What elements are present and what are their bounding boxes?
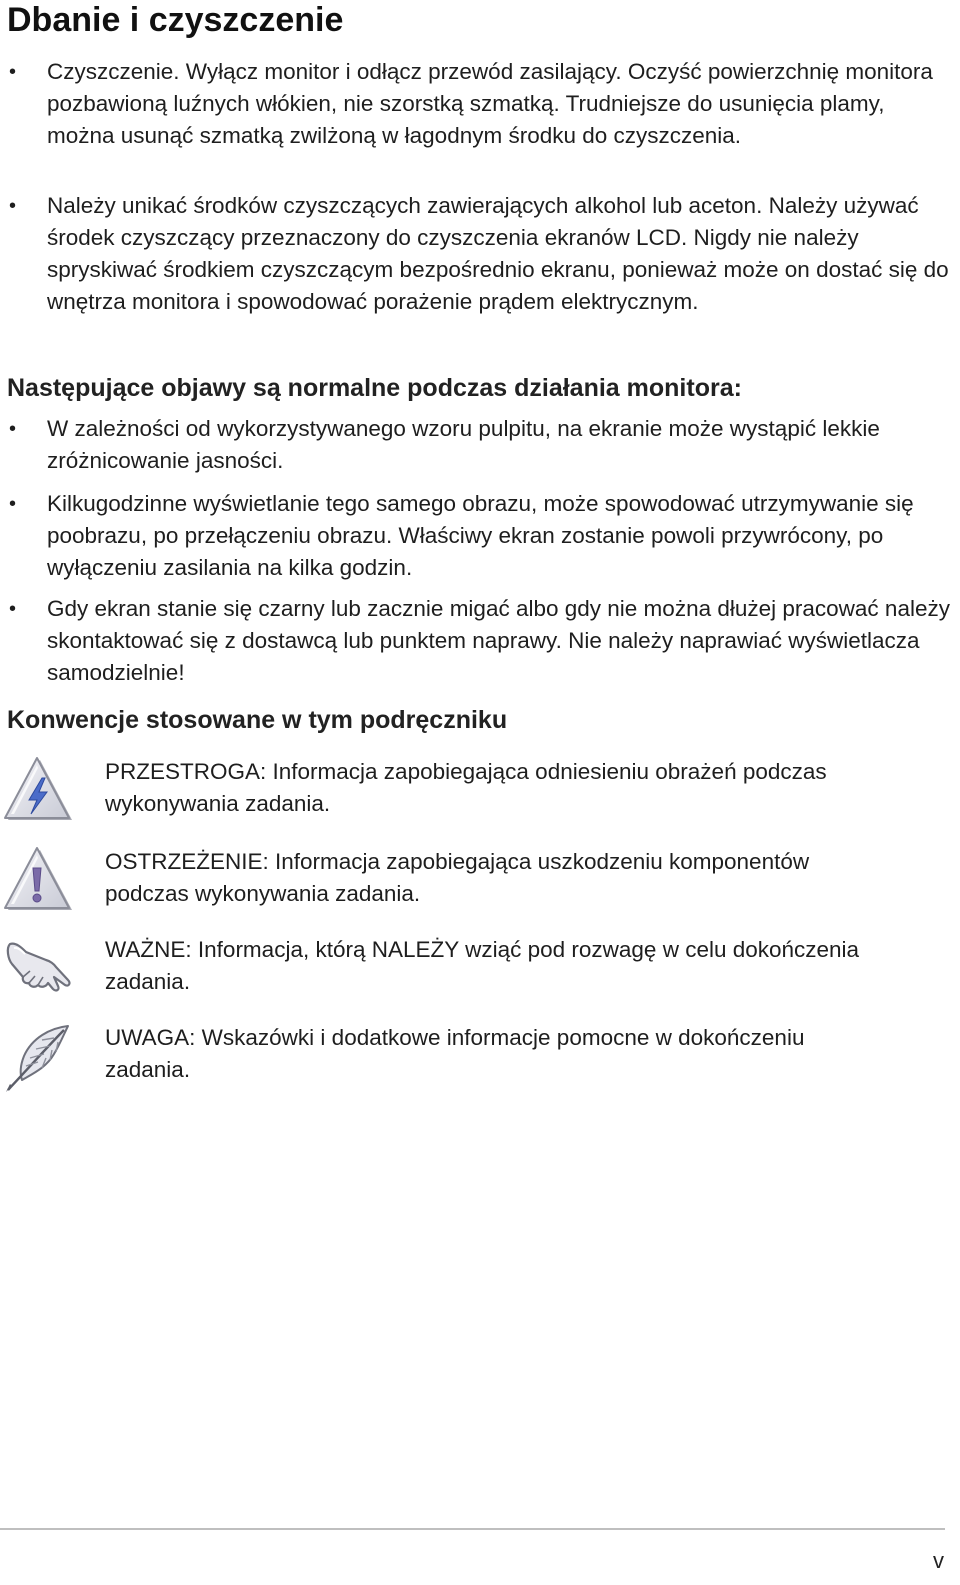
bullet-icon: • [9,61,17,83]
list-item-text: Należy unikać środków czyszczących zawierających alkohol lub aceton. Należy używać środek czyszczący przeznaczony do czyszczenia ekranów LCD. Nigdy nie należy spryskiwać środkiem czyszczącym bezpośrednio ekranu, ponieważ może on dostać się do wnętrza monitora i spowodować porażenie prądem elektrycznym. [47,193,949,314]
bullet-icon: • [9,418,17,440]
bullet-icon: • [9,598,17,620]
convention-caution [0,756,950,836]
list-item [0,190,950,318]
list-item [0,488,950,584]
convention-text: WAŻNE: Informacja, którą NALEŻY wziąć pod rozwagę w celu dokończenia zadania. [105,937,860,994]
convention-note [0,1022,950,1102]
lightning-warning-icon [2,756,74,828]
convention-text: UWAGA: Wskazówki i dodatkowe informacje pomocne w dokończeniu zadania. [105,1025,805,1082]
convention-text: OSTRZEŻENIE: Informacja zapobiegająca uszkodzeniu komponentów podczas wykonywania zadania. [105,849,810,906]
list-item [0,593,950,689]
list-item-text: Czyszczenie. Wyłącz monitor i odłącz przewód zasilający. Oczyść powierzchnię monitora pozbawioną luźnych włókien, nie szorstką szmatką. Trudniejsze do usunięcia plamy, można usunąć szmatką zwilżoną w łagodnym środku do czyszczenia. [47,59,933,148]
convention-important [0,934,950,1014]
list-item-text: Kilkugodzinne wyświetlanie tego samego obrazu, może spowodować utrzymywanie się poobrazu, po przełączeniu obrazu. Właściwy ekran zostanie powoli przywrócony, po wyłączeniu zasilania na kilka godzin. [47,491,914,580]
bullet-icon: • [9,195,17,217]
footer-divider [0,1528,945,1530]
symptoms-list [0,413,950,689]
cleaning-list [0,56,950,318]
conventions-heading: Konwencje stosowane w tym podręczniku [7,706,508,734]
convention-text: PRZESTROGA: Informacja zapobiegająca odniesieniu obrażeń podczas wykonywania zadania. [105,759,827,816]
pointing-hand-icon [2,934,74,1006]
symptoms-heading: Następujące objawy są normalne podczas działania monitora: [7,374,742,402]
bullet-icon: • [9,493,17,515]
convention-warning [0,846,950,926]
page-title: Dbanie i czyszczenie [7,1,344,39]
list-item-text: Gdy ekran stanie się czarny lub zacznie migać albo gdy nie można dłużej pracować należy skontaktować się z dostawcą lub punktem naprawy. Nie należy naprawiać wyświetlacza samodzielnie! [47,596,950,685]
list-item [0,56,950,184]
exclamation-warning-icon [2,846,74,918]
feather-quill-icon [2,1022,74,1094]
list-item-text: W zależności od wykorzystywanego wzoru pulpitu, na ekranie może wystąpić lekkie zróżnicowanie jasności. [47,416,880,473]
list-item [0,413,950,477]
page-number: v [933,1548,944,1573]
